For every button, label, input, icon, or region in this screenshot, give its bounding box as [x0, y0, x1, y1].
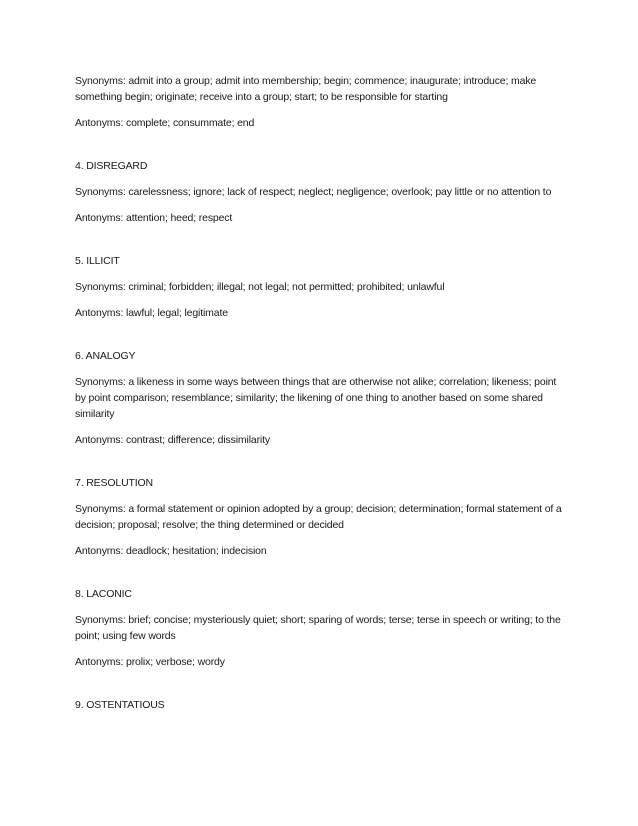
antonyms-text: Antonyms: complete; consummate; end — [75, 117, 255, 129]
synonyms-text: Synonyms: admit into a group; admit into membership; begin; commence; inaugurate; introduce; make something begin; originate; receive into a group; start; to be responsible for starting — [75, 75, 537, 103]
synonyms-text: Synonyms: a formal statement or opinion adopted by a group; decision; determination; formal statement of a decision; proposal; resolve; the thing determined or decided — [75, 503, 562, 531]
antonyms-text: Antonyms: prolix; verbose; wordy — [75, 656, 225, 668]
entry-heading: 5. ILLICIT — [75, 255, 120, 267]
entry-heading: 7. RESOLUTION — [75, 477, 153, 489]
synonyms-text: Synonyms: carelessness; ignore; lack of respect; neglect; negligence; overlook; pay little or no attention to — [75, 186, 552, 198]
entry-heading: 8. LACONIC — [75, 588, 132, 600]
antonyms-text: Antonyms: deadlock; hesitation; indecision — [75, 545, 267, 557]
antonyms-text: Antonyms: contrast; difference; dissimilarity — [75, 434, 270, 446]
synonyms-text: Synonyms: brief; concise; mysteriously quiet; short; sparing of words; terse; terse in speech or writing; to the point; using few words — [75, 614, 561, 642]
synonyms-text: Synonyms: criminal; forbidden; illegal; not legal; not permitted; prohibited; unlawful — [75, 281, 445, 293]
document-body — [75, 73, 565, 713]
entry-heading: 6. ANALOGY — [75, 350, 136, 362]
antonyms-text: Antonyms: attention; heed; respect — [75, 212, 233, 224]
antonyms-text: Antonyms: lawful; legal; legitimate — [75, 307, 228, 319]
synonyms-text: Synonyms: a likeness in some ways between things that are otherwise not alike; correlation; likeness; point by point comparison; resemblance; similarity; the likening of one thing to another based on some shared similarity — [75, 376, 557, 420]
entry-heading: 9. OSTENTATIOUS — [75, 699, 165, 711]
entry-heading: 4. DISREGARD — [75, 160, 148, 172]
